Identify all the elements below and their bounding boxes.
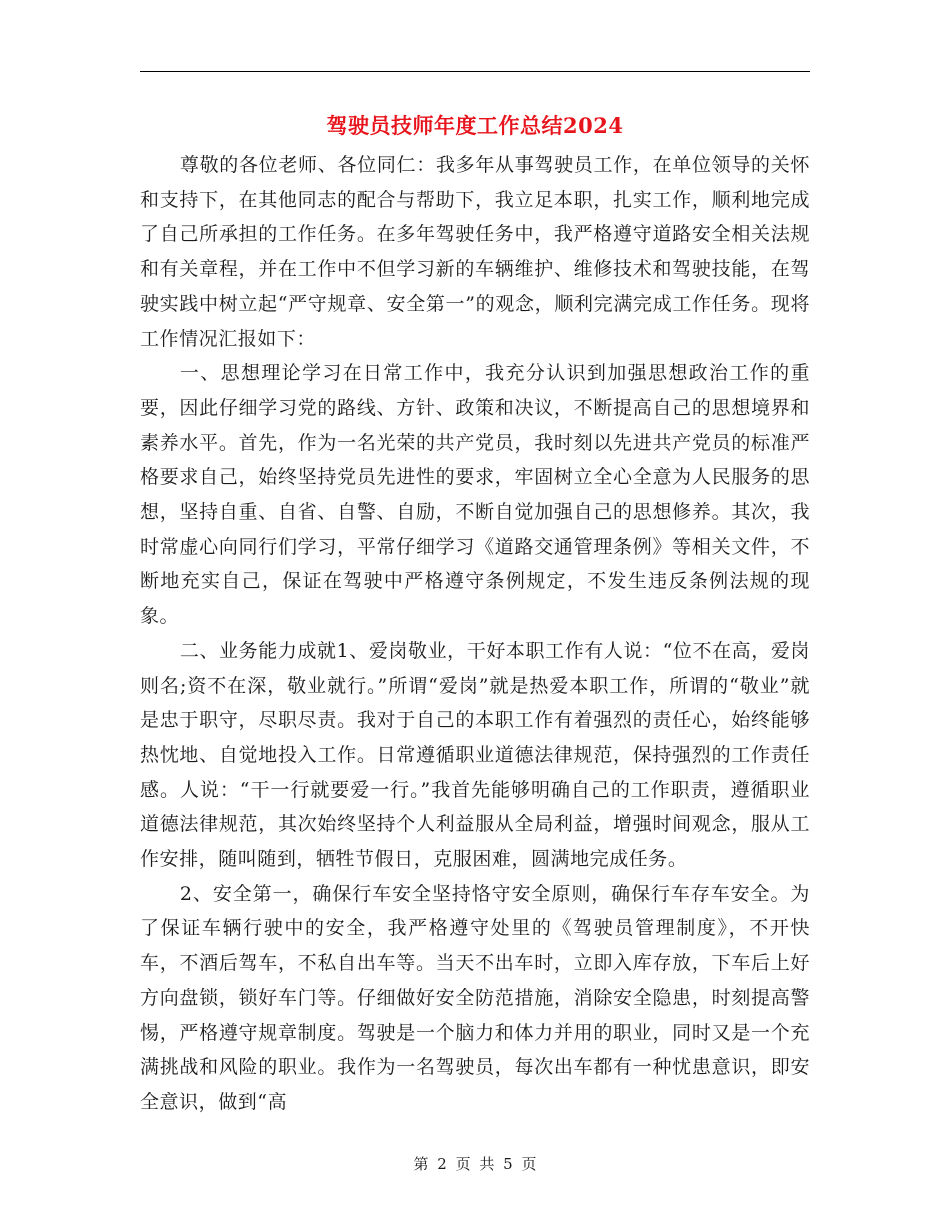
paragraph-safety: 2、安全第一，确保行车安全坚持恪守安全原则，确保行车存车安全。为了保证车辆行驶中的安全，我严格遵守处里的《驾驶员管理制度》，不开快车，不酒后驾车，不私自出车等。当天不出车时，立即入库存放，下车后上好方向盘锁，锁好车门等。仔细做好安全防范措施，消除安全隐患，时刻提高警惕，严格遵守规章制度。驾驶是一个脑力和体力并用的职业，同时又是一个充满挑战和风险的职业。我作为一名驾驶员，每次出车都有一种忧患意识，即安全意识，做到“高 [140, 882, 810, 1113]
paragraph-intro: 尊敬的各位老师、各位同仁：我多年从事驾驶员工作，在单位领导的关怀和支持下，在其他同志的配合与帮助下，我立足本职，扎实工作，顺利地完成了自己所承担的工作任务。在多年驾驶任务中，我严格遵守道路安全相关法规和有关章程，并在工作中不但学习新的车辆维护、维修技术和驾驶技能，在驾驶实践中树立起“严守规章、安全第一”的观念，顺利完满完成工作任务。现将工作情况汇报如下： [140, 154, 810, 350]
paragraph-dedication: 二、业务能力成就1、爱岗敬业，干好本职工作有人说：“位不在高，爱岗则名;资不在深，敬业就行。”所谓“爱岗”就是热爱本职工作，所谓的“敬业”就是忠于职守，尽职尽责。我对于自己的本职工作有着强烈的责任心，始终能够热忱地、自觉地投入工作。日常遵循职业道德法律规范，保持强烈的工作责任感。人说：“干一行就要爱一行。”我首先能够明确自己的工作职责，遵循职业道德法律规范，其次始终坚持个人利益服从全局利益，增强时间观念，服从工作安排，随叫随到，牺牲节假日，克服困难，圆满地完成任务。 [140, 639, 810, 871]
page-number: 第 2 页 共 5 页 [413, 1155, 537, 1173]
document-title: 驾驶员技师年度工作总结2024 [326, 113, 624, 138]
document-body [140, 148, 810, 1120]
header-rule [140, 71, 810, 72]
paragraph-ideology: 一、思想理论学习在日常工作中，我充分认识到加强思想政治工作的重要，因此仔细学习党的路线、方针、政策和决议，不断提高自己的思想境界和素养水平。首先，作为一名光荣的共产党员，我时刻以先进共产党员的标准严格要求自己，始终坚持党员先进性的要求，牢固树立全心全意为人民服务的思想，坚持自重、自省、自警、自励，不断自觉加强自己的思想修养。其次，我时常虚心向同行们学习，平常仔细学习《道路交通管理条例》等相关文件，不断地充实自己，保证在驾驶中严格遵守条例规定，不发生违反条例法规的现象。 [140, 362, 810, 628]
